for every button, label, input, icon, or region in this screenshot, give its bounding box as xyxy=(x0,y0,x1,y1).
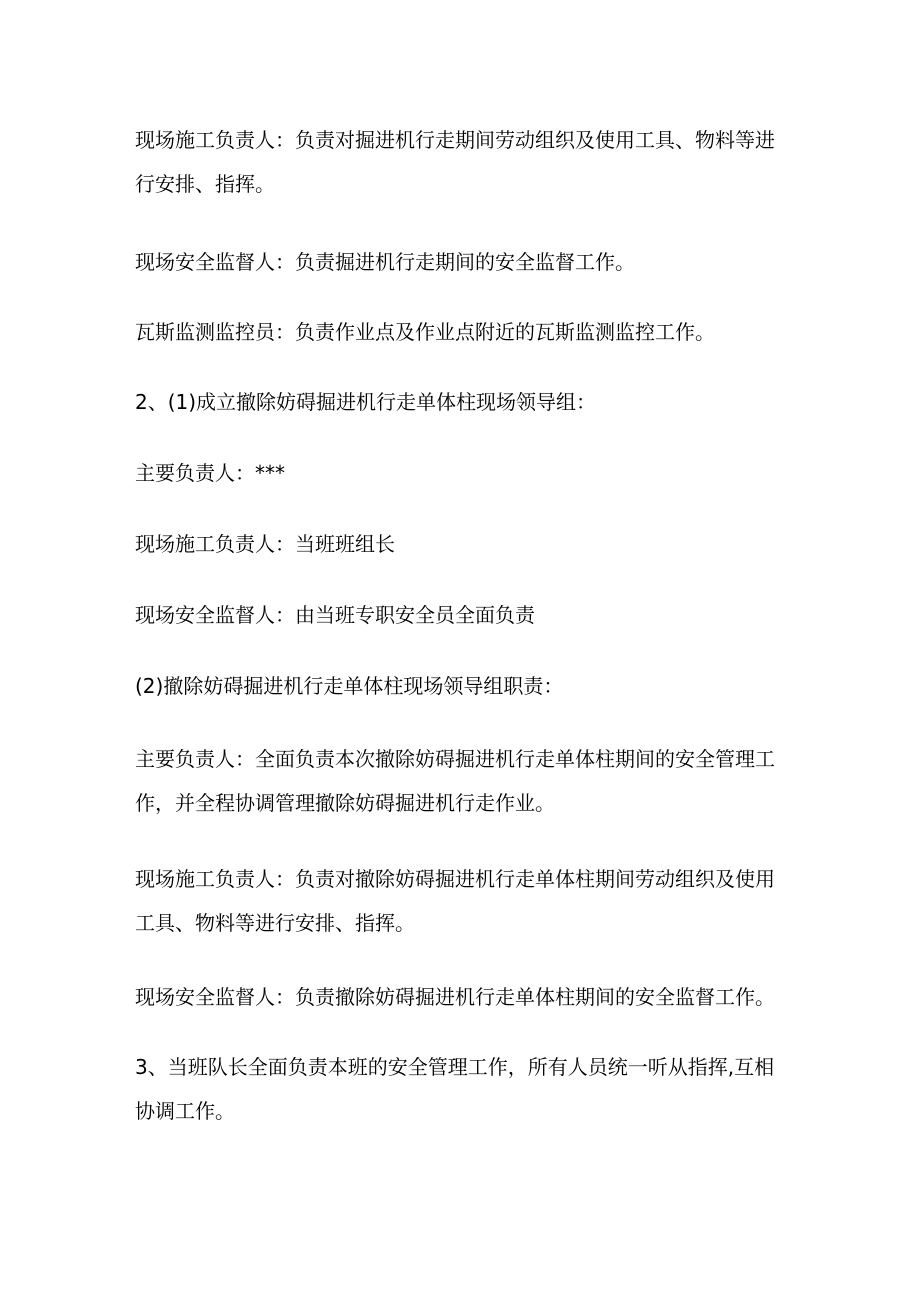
paragraph-line: 现场施工负责人：负责对掘进机行走期间劳动组织及使用工具、物料等进 xyxy=(135,128,775,152)
paragraph-line: 现场施工负责人：当班班组长 xyxy=(135,532,395,556)
paragraph-site-construction-lead xyxy=(135,522,785,566)
paragraph-line: 作，并全程协调管理撤除妨碍掘进机行走作业。 xyxy=(135,791,555,815)
paragraph-line: 现场安全监督人：负责撤除妨碍掘进机行走单体柱期间的安全监督工作。 xyxy=(135,985,775,1009)
paragraph-section-2-heading xyxy=(135,380,785,424)
paragraph-line: 现场安全监督人：负责掘进机行走期间的安全监督工作。 xyxy=(135,250,635,274)
paragraph-line: 2、(1)成立撤除妨碍掘进机行走单体柱现场领导组： xyxy=(135,390,597,414)
paragraph-line: 瓦斯监测监控员：负责作业点及作业点附近的瓦斯监测监控工作。 xyxy=(135,320,715,344)
paragraph-site-construction-lead-duties xyxy=(135,118,785,206)
paragraph-line: 行安排、指挥。 xyxy=(135,172,275,196)
paragraph-section-3 xyxy=(135,1045,785,1133)
paragraph-site-construction-lead-removal-duties xyxy=(135,857,785,945)
paragraph-line: 现场安全监督人：由当班专职安全员全面负责 xyxy=(135,603,535,627)
paragraph-site-safety-supervisor-duties xyxy=(135,240,785,284)
paragraph-site-safety-supervisor xyxy=(135,593,785,637)
paragraph-line: 工具、物料等进行安排、指挥。 xyxy=(135,911,415,935)
paragraph-line: 3、当班队长全面负责本班的安全管理工作，所有人员统一听从指挥,互相 xyxy=(135,1055,775,1079)
paragraph-gas-monitor-duties xyxy=(135,310,785,354)
paragraph-line: (2)撤除妨碍掘进机行走单体柱现场领导组职责： xyxy=(135,674,564,698)
paragraph-line: 协调工作。 xyxy=(135,1099,235,1123)
paragraph-main-lead-duties xyxy=(135,737,785,825)
paragraph-line: 主要负责人：全面负责本次撤除妨碍掘进机行走单体柱期间的安全管理工 xyxy=(135,747,775,771)
paragraph-line: 现场施工负责人：负责对撤除妨碍掘进机行走单体柱期间劳动组织及使用 xyxy=(135,867,775,891)
paragraph-main-lead xyxy=(135,451,785,495)
paragraph-group-duties-heading xyxy=(135,664,785,708)
paragraph-line: 主要负责人：*** xyxy=(135,461,285,485)
paragraph-site-safety-supervisor-removal-duties xyxy=(135,975,785,1019)
